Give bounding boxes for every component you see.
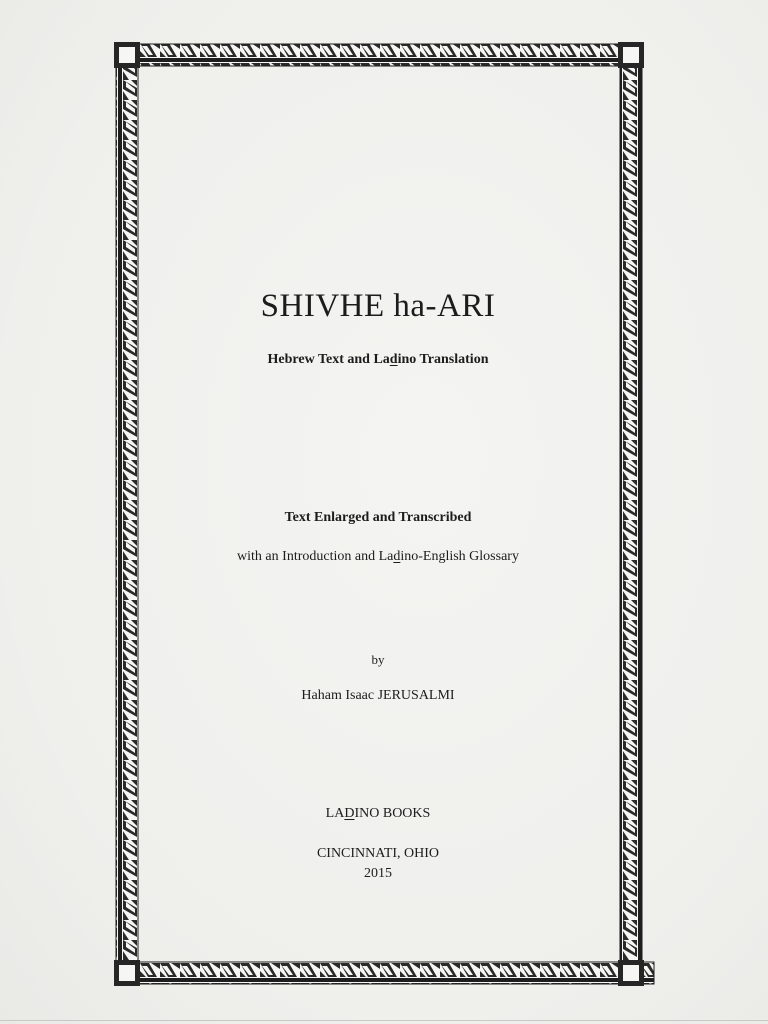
subtitle-text-end: ino Translation	[397, 352, 489, 367]
by-line: by	[371, 652, 385, 667]
intro-text-end: ino-English Glossary	[400, 549, 519, 564]
book-subtitle	[150, 352, 606, 368]
author-name: Haham Isaac JERUSALMI	[301, 688, 455, 703]
scan-edge-line	[0, 1020, 768, 1021]
intro-text-start: with an Introduction and La	[237, 549, 394, 564]
intro-underlined-letter: d	[393, 549, 401, 564]
publisher-text-start: LA	[325, 806, 345, 821]
publication-year: 2015	[364, 866, 392, 881]
publication-city: CINCINNATI, OHIO	[316, 846, 440, 861]
book-title: SHIVHE ha-ARI	[260, 288, 496, 324]
publisher-name	[150, 806, 606, 822]
introduction-note	[150, 549, 606, 565]
publisher-text-end: INO BOOKS	[354, 806, 431, 821]
subtitle-underlined-letter: d	[389, 352, 398, 367]
publisher-underlined-letter: D	[344, 806, 355, 821]
edition-note: Text Enlarged and Transcribed	[284, 510, 472, 525]
subtitle-text-start: Hebrew Text and La	[267, 352, 390, 367]
